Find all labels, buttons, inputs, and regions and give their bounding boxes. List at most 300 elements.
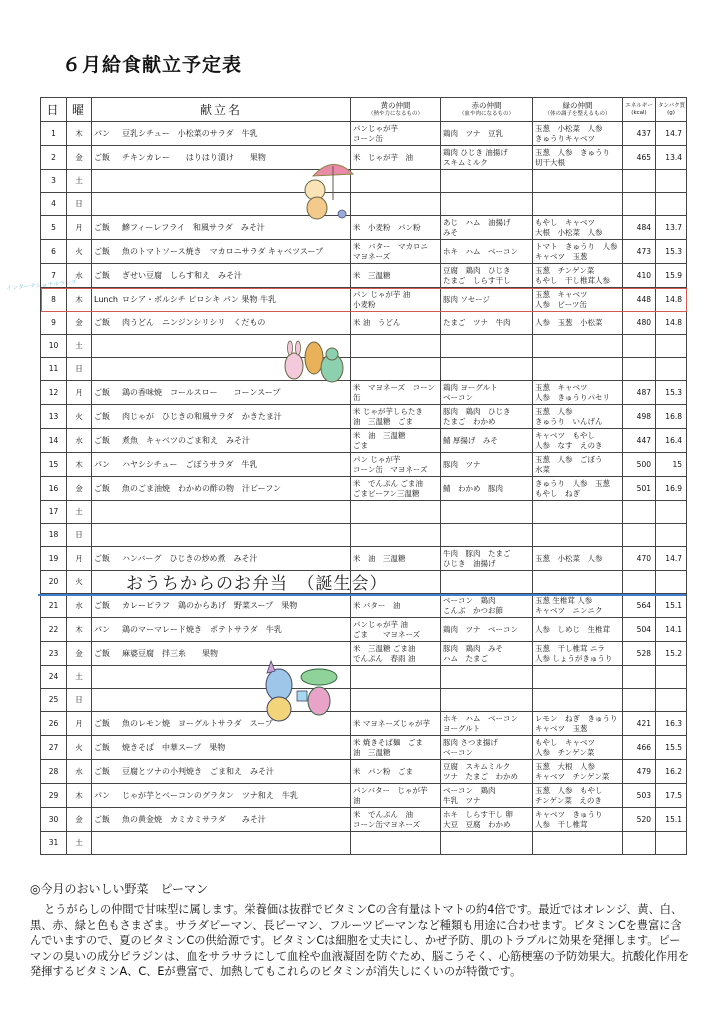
header-energy: エネルギー (kcal): [623, 98, 656, 122]
green-food-line: 人参 干し椎茸: [535, 819, 588, 829]
green-food-line: 玉葱 人参 きゅうり: [535, 147, 610, 157]
yellow-group-cell: [351, 312, 441, 335]
green-group-cell: [533, 381, 623, 405]
green-food-line: もやし 干し椎茸人参: [535, 275, 610, 285]
green-group-cell: [533, 264, 623, 288]
yellow-group-cell: [351, 240, 441, 264]
weekday-cell: 火: [67, 240, 92, 264]
red-food-line: 豚肉 ツナ: [443, 459, 481, 469]
day-cell: 16: [41, 477, 67, 501]
red-group-cell: [441, 808, 533, 832]
event-divider: [38, 594, 686, 596]
green-food-line: きゅうり 人参 玉葱: [535, 478, 610, 488]
green-food-line: 玉葱 小松菜 人参: [535, 553, 603, 563]
yellow-food-line: 米 三温糖: [353, 270, 391, 280]
header-day: 日: [41, 98, 67, 122]
energy-cell: 564: [623, 594, 656, 618]
green-group-cell: [533, 335, 623, 358]
green-food-line: キャベツ チンゲン菜: [535, 771, 610, 781]
menu-name: じゃが芋とベーコンのグラタン ツナ和え 牛乳: [122, 790, 298, 800]
green-food-line: 玉葱 人参 ごぼう: [535, 454, 603, 464]
menu-cell: [92, 429, 351, 453]
green-group-cell: [533, 405, 623, 429]
green-group-cell: [533, 170, 623, 193]
header-dow: 曜: [67, 98, 92, 122]
header-red: 赤の仲間 （血や肉になるもの）: [441, 98, 533, 122]
day-cell: 25: [41, 689, 67, 712]
menu-cell: [92, 618, 351, 642]
table-row: [41, 288, 687, 312]
yellow-group-cell: [351, 170, 441, 193]
green-food-line: レモン ねぎ きゅうり: [535, 713, 618, 723]
green-food-line: キャベツ 玉葱: [535, 251, 588, 261]
menu-cell: [92, 240, 351, 264]
weekday-cell: 日: [67, 689, 92, 712]
energy-cell: 501: [623, 477, 656, 501]
red-food-line: 鯖 わかめ 豚肉: [443, 483, 503, 493]
red-food-line: あじ ハム 油揚げ: [443, 217, 511, 227]
protein-cell: 13.7: [656, 216, 687, 240]
green-food-line: きゅうりキャベツ: [535, 133, 595, 143]
weekday-cell: 火: [67, 571, 92, 594]
green-food-line: 切干大根: [535, 157, 565, 167]
energy-cell: 484: [623, 216, 656, 240]
weekday-cell: 水: [67, 594, 92, 618]
weekday-cell: 月: [67, 381, 92, 405]
red-food-line: 豚肉 鶏肉 みそ: [443, 643, 503, 653]
staple-label: ご飯: [94, 270, 110, 280]
day-cell: 11: [41, 358, 67, 381]
protein-cell: 16.8: [656, 405, 687, 429]
protein-cell: 14.7: [656, 122, 687, 146]
yellow-group-cell: [351, 736, 441, 760]
green-group-cell: [533, 666, 623, 689]
red-food-line: ベーコン: [443, 392, 473, 402]
green-food-line: 玉葱 人参: [535, 406, 573, 416]
table-header-row: [41, 98, 687, 122]
green-group-cell: [533, 429, 623, 453]
green-food-line: 玉葱 大根 人参: [535, 761, 595, 771]
menu-name: 豆腐とツナの小判焼き ごま和え みそ汁: [122, 766, 274, 776]
yellow-food-line: 米 でんぷん 油: [353, 809, 413, 819]
weekday-cell: 金: [67, 312, 92, 335]
protein-cell: 14.7: [656, 547, 687, 571]
table-row: [41, 146, 687, 170]
day-cell: 18: [41, 524, 67, 547]
day-cell: 7: [41, 264, 67, 288]
yellow-food-line: パンバター じゃが芋: [353, 785, 428, 795]
table-row: [41, 240, 687, 264]
weekday-cell: 金: [67, 808, 92, 832]
red-food-line: ホキ ハム ベーコン: [443, 246, 518, 256]
staple-label: ご飯: [94, 246, 110, 256]
green-food-line: キャベツ もやし: [535, 430, 595, 440]
green-group-cell: [533, 832, 623, 855]
protein-cell: 15.2: [656, 642, 687, 666]
red-food-line: 鶏肉 ツナ 豆乳: [443, 128, 503, 138]
red-food-line: たまご わかめ: [443, 416, 496, 426]
yellow-food-line: 米 油 三温糖: [353, 430, 406, 440]
red-group-cell: [441, 335, 533, 358]
yellow-group-cell: [351, 618, 441, 642]
table-row: [41, 429, 687, 453]
yellow-food-line: 油 三温糖: [353, 747, 391, 757]
yellow-food-line: 米 じゃが芋しらたき: [353, 406, 423, 416]
day-cell: 3: [41, 170, 67, 193]
yellow-food-line: マヨネーズ: [353, 251, 391, 261]
day-cell: 9: [41, 312, 67, 335]
day-cell: 26: [41, 712, 67, 736]
energy-cell: 520: [623, 808, 656, 832]
green-group-cell: [533, 122, 623, 146]
red-group-cell: [441, 146, 533, 170]
yellow-group-cell: [351, 429, 441, 453]
protein-cell: [656, 571, 687, 594]
green-food-line: もやし キャベツ: [535, 217, 595, 227]
red-group-cell: [441, 264, 533, 288]
energy-cell: [623, 193, 656, 216]
red-group-cell: [441, 501, 533, 524]
energy-cell: 480: [623, 312, 656, 335]
day-cell: 28: [41, 760, 67, 784]
green-food-line: もやし キャベツ: [535, 737, 595, 747]
yellow-group-cell: [351, 547, 441, 571]
staple-label: ご飯: [94, 718, 110, 728]
yellow-group-cell: [351, 689, 441, 712]
yellow-food-line: パンじゃが芋 油: [353, 619, 408, 629]
weekday-cell: 日: [67, 524, 92, 547]
energy-cell: [623, 170, 656, 193]
menu-cell: [92, 477, 351, 501]
energy-cell: [623, 524, 656, 547]
yellow-group-cell: [351, 453, 441, 477]
menu-name: 魚の黄金焼 カミカミサラダ みそ汁: [122, 814, 266, 824]
green-food-line: 大根 小松菜 人参: [535, 227, 603, 237]
red-food-line: 豆腐 鶏肉 ひじき: [443, 265, 511, 275]
weekday-cell: 水: [67, 429, 92, 453]
red-food-line: スキムミルク: [443, 157, 488, 167]
yellow-food-line: コーン缶 マヨネーズ: [353, 464, 428, 474]
red-food-line: ひじき 油揚げ: [443, 558, 496, 568]
red-food-line: ハム たまご: [443, 653, 488, 663]
day-cell: 10: [41, 335, 67, 358]
yellow-group-cell: [351, 712, 441, 736]
red-food-line: ベーコン: [443, 747, 473, 757]
green-group-cell: [533, 524, 623, 547]
protein-cell: [656, 666, 687, 689]
green-group-cell: [533, 312, 623, 335]
menu-body: [41, 122, 687, 855]
yellow-food-line: ごま: [353, 440, 368, 450]
staple-label: ご飯: [94, 483, 110, 493]
day-cell: 27: [41, 736, 67, 760]
weekday-cell: 水: [67, 760, 92, 784]
red-food-line: ベーコン 鶏肉: [443, 785, 496, 795]
green-food-line: 玉葱 小松菜 人参: [535, 123, 603, 133]
red-food-line: 豚肉 さつま揚げ: [443, 737, 498, 747]
vegetable-paragraph: とうがらしの仲間で甘味型に属します。栄養価は抜群でビタミンCの含有量はトマトの約4倍です。最近ではオレンジ、黄、白、黒、赤、緑と色もさまざま。サラダピーマン、長ピーマン、フルーツピーマンなど種類も用途に合わせます。ビタミンCを豊富に含んでいますので、夏のビタミンCの供給源です。ビタミンCは細胞を丈夫にし、かぜ予防、肌のトラブルに効果を発揮します。ピーマンの臭いの成分ピラジンは、血をサラサラにして血栓や血液凝固を防ぐため、脳こうそく、心筋梗塞の予防効果大。抗酸化作用を発揮するビタミンA、C、Eが豊富で、加熱してもこれらのビタミンが消失しにくいのが特徴です。: [30, 903, 690, 979]
protein-cell: 16.9: [656, 477, 687, 501]
yellow-food-line: 米 でんぷん ごま油: [353, 478, 423, 488]
green-food-line: 人参 玉葱 小松菜: [535, 318, 603, 327]
staple-label: ご飯: [94, 435, 110, 445]
protein-cell: 16.2: [656, 760, 687, 784]
energy-cell: 504: [623, 618, 656, 642]
menu-name: ロシア・ボルシチ ピロシキ パン 果物 牛乳: [122, 294, 276, 304]
menu-name: 魚のごま油焼 わかめの酢の物 汁ビーフン: [122, 483, 281, 493]
menu-cell: [92, 808, 351, 832]
red-group-cell: [441, 736, 533, 760]
energy-cell: [623, 666, 656, 689]
energy-cell: 500: [623, 453, 656, 477]
staple-label: パン: [94, 790, 110, 800]
green-group-cell: [533, 571, 623, 594]
menu-cell: [92, 264, 351, 288]
weekday-cell: 日: [67, 358, 92, 381]
table-row: [41, 264, 687, 288]
table-row: [41, 381, 687, 405]
red-group-cell: [441, 666, 533, 689]
energy-cell: 479: [623, 760, 656, 784]
energy-cell: [623, 832, 656, 855]
yellow-group-cell: [351, 666, 441, 689]
green-group-cell: [533, 288, 623, 312]
staple-label: ご飯: [94, 387, 110, 397]
weekday-cell: 月: [67, 712, 92, 736]
green-food-line: 人参 きゅうりパセリ: [535, 392, 610, 402]
green-food-line: キャベツ ニンニク: [535, 605, 603, 615]
green-group-cell: [533, 216, 623, 240]
table-row: [41, 358, 687, 381]
menu-name: 魚のレモン焼 ヨーグルトサラダ スープ: [122, 718, 273, 728]
green-group-cell: [533, 760, 623, 784]
table-row: [41, 405, 687, 429]
day-cell: 21: [41, 594, 67, 618]
yellow-food-line: ごまビーフン三温糖: [353, 488, 420, 498]
menu-name: 魚のトマトソース焼き マカロニサラダ キャベツスープ: [122, 246, 324, 256]
yellow-group-cell: [351, 381, 441, 405]
staple-label: ご飯: [94, 318, 110, 327]
protein-cell: 15.5: [656, 736, 687, 760]
red-group-cell: [441, 193, 533, 216]
animals-illustration: [282, 334, 346, 386]
day-cell: 31: [41, 832, 67, 855]
day-cell: 17: [41, 501, 67, 524]
table-row: [41, 642, 687, 666]
staple-label: ご飯: [94, 600, 110, 610]
vegetable-essay: [30, 902, 690, 980]
day-cell: 6: [41, 240, 67, 264]
table-row: [41, 808, 687, 832]
green-group-cell: [533, 594, 623, 618]
green-food-line: 人参 なす えのき: [535, 440, 603, 450]
green-food-line: 水菜: [535, 464, 550, 474]
weekday-cell: 火: [67, 405, 92, 429]
green-food-line: もやし ねぎ: [535, 488, 580, 498]
energy-cell: 487: [623, 381, 656, 405]
yellow-food-line: パン じゃが芋 油: [353, 289, 411, 299]
red-food-line: 鶏肉 ひじき 油揚げ: [443, 147, 508, 157]
day-cell: 15: [41, 453, 67, 477]
weekday-cell: 水: [67, 264, 92, 288]
yellow-food-line: 米 じゃが芋 油: [353, 152, 413, 162]
green-food-line: 玉葱 キャベツ: [535, 289, 588, 299]
yellow-food-line: 米 マヨネーズ コーン: [353, 382, 435, 392]
menu-cell: [92, 501, 351, 524]
day-cell: 4: [41, 193, 67, 216]
header-yellow: 黄の仲間 （熱や力になるもの）: [351, 98, 441, 122]
red-food-line: ホキ ハム ベーコン: [443, 713, 518, 723]
table-row: [41, 170, 687, 193]
red-group-cell: [441, 689, 533, 712]
table-row: [41, 594, 687, 618]
green-group-cell: [533, 712, 623, 736]
yellow-food-line: 米 油 うどん: [353, 318, 401, 327]
day-cell: 19: [41, 547, 67, 571]
energy-cell: 410: [623, 264, 656, 288]
red-food-line: ツナ たまご わかめ: [443, 771, 518, 781]
menu-cell: [92, 524, 351, 547]
protein-cell: 13.4: [656, 146, 687, 170]
green-group-cell: [533, 477, 623, 501]
yellow-group-cell: [351, 216, 441, 240]
green-food-line: 玉葱 人参 もやし: [535, 785, 603, 795]
yellow-food-line: パン じゃが芋: [353, 454, 401, 464]
table-row: [41, 547, 687, 571]
yellow-group-cell: [351, 477, 441, 501]
energy-cell: 528: [623, 642, 656, 666]
red-group-cell: [441, 312, 533, 335]
weekday-cell: 金: [67, 477, 92, 501]
protein-cell: [656, 335, 687, 358]
yellow-food-line: ごま マヨネーズ: [353, 629, 421, 639]
menu-name: 豆乳シチュー 小松菜のサラダ 牛乳: [122, 128, 258, 138]
yellow-group-cell: [351, 358, 441, 381]
red-group-cell: [441, 122, 533, 146]
yellow-group-cell: [351, 594, 441, 618]
yellow-food-line: 油 三温糖 ごま: [353, 416, 413, 426]
menu-name: チキンカレー はりはり漬け 果物: [122, 152, 266, 162]
green-group-cell: [533, 642, 623, 666]
yellow-group-cell: [351, 193, 441, 216]
menu-name: ハヤシシチュー ごぼうサラダ 牛乳: [122, 459, 258, 469]
day-cell: 8: [41, 288, 67, 312]
yellow-group-cell: [351, 760, 441, 784]
menu-cell: [92, 784, 351, 808]
green-food-line: キャベツ きゅうり: [535, 809, 603, 819]
day-cell: 14: [41, 429, 67, 453]
staple-label: ご飯: [94, 648, 110, 658]
table-row: [41, 477, 687, 501]
menu-cell: [92, 288, 351, 312]
menu-cell: [92, 594, 351, 618]
day-cell: 5: [41, 216, 67, 240]
day-cell: 23: [41, 642, 67, 666]
protein-cell: 15: [656, 453, 687, 477]
red-food-line: 豚肉 ソセージ: [443, 294, 490, 304]
weekday-cell: 土: [67, 501, 92, 524]
green-food-line: 人参 しょうがきゅうり: [535, 653, 613, 663]
yellow-group-cell: [351, 784, 441, 808]
day-cell: 12: [41, 381, 67, 405]
day-cell: 1: [41, 122, 67, 146]
table-row: [41, 712, 687, 736]
yellow-food-line: 米 油 三温糖: [353, 553, 406, 563]
red-group-cell: [441, 240, 533, 264]
menu-name: 麻婆豆腐 拌三糸 果物: [122, 648, 218, 658]
green-food-line: キャベツ 玉葱: [535, 723, 588, 733]
red-group-cell: [441, 429, 533, 453]
yellow-food-line: コーン缶マヨネーズ: [353, 819, 420, 829]
energy-cell: [623, 501, 656, 524]
red-group-cell: [441, 760, 533, 784]
table-row: [41, 618, 687, 642]
yellow-food-line: 米 パン粉 ごま: [353, 766, 413, 776]
weekday-cell: 土: [67, 666, 92, 689]
weekday-cell: 土: [67, 832, 92, 855]
red-group-cell: [441, 170, 533, 193]
red-food-line: 鶏肉 ツナ ベーコン: [443, 624, 518, 634]
menu-name: ハンバーグ ひじきの炒め煮 みそ汁: [122, 553, 258, 563]
header-menu: 献立名: [92, 98, 351, 122]
green-group-cell: [533, 547, 623, 571]
protein-cell: 16.3: [656, 712, 687, 736]
energy-cell: [623, 335, 656, 358]
table-row: [41, 784, 687, 808]
red-group-cell: [441, 288, 533, 312]
menu-cell: [92, 736, 351, 760]
green-group-cell: [533, 808, 623, 832]
red-food-line: 豆腐 スキムミルク: [443, 761, 511, 771]
day-cell: 29: [41, 784, 67, 808]
red-food-line: 豚肉 鶏肉 ひじき: [443, 406, 511, 416]
yellow-group-cell: [351, 808, 441, 832]
protein-cell: 15.3: [656, 240, 687, 264]
green-food-line: トマト きゅうり 人参: [535, 241, 618, 251]
table-row: [41, 501, 687, 524]
red-food-line: ホキ しらす干し 卵: [443, 809, 513, 819]
protein-cell: [656, 193, 687, 216]
staple-label: ご飯: [94, 814, 110, 824]
red-food-line: こんぶ かつお節: [443, 605, 503, 615]
table-row: [41, 216, 687, 240]
vegetable-title: ◎今月のおいしい野菜 ピーマン: [30, 882, 208, 896]
yellow-food-line: でんぷん 春雨 油: [353, 653, 416, 663]
table-row: [41, 312, 687, 335]
protein-cell: 14.8: [656, 288, 687, 312]
weekday-cell: 木: [67, 288, 92, 312]
rhino-crocodile-illustration: [257, 655, 347, 725]
yellow-group-cell: [351, 642, 441, 666]
staple-label: ご飯: [94, 411, 110, 421]
menu-name: 鶏の香味焼 コールスロー コーンスープ: [122, 387, 281, 397]
green-group-cell: [533, 146, 623, 170]
yellow-food-line: パンじゃが芋: [353, 123, 398, 133]
red-group-cell: [441, 358, 533, 381]
staple-label: パン: [94, 128, 110, 138]
staple-label: Lunch: [94, 294, 118, 304]
red-group-cell: [441, 405, 533, 429]
table-row: [41, 760, 687, 784]
yellow-food-line: 米 小麦粉 パン粉: [353, 222, 421, 232]
table-row: [41, 335, 687, 358]
staple-label: ご飯: [94, 222, 110, 232]
green-food-line: 人参 ビーツ缶: [535, 299, 587, 309]
yellow-group-cell: [351, 832, 441, 855]
day-cell: 30: [41, 808, 67, 832]
staple-label: パン: [94, 624, 110, 634]
yellow-food-line: コーン缶: [353, 133, 383, 143]
